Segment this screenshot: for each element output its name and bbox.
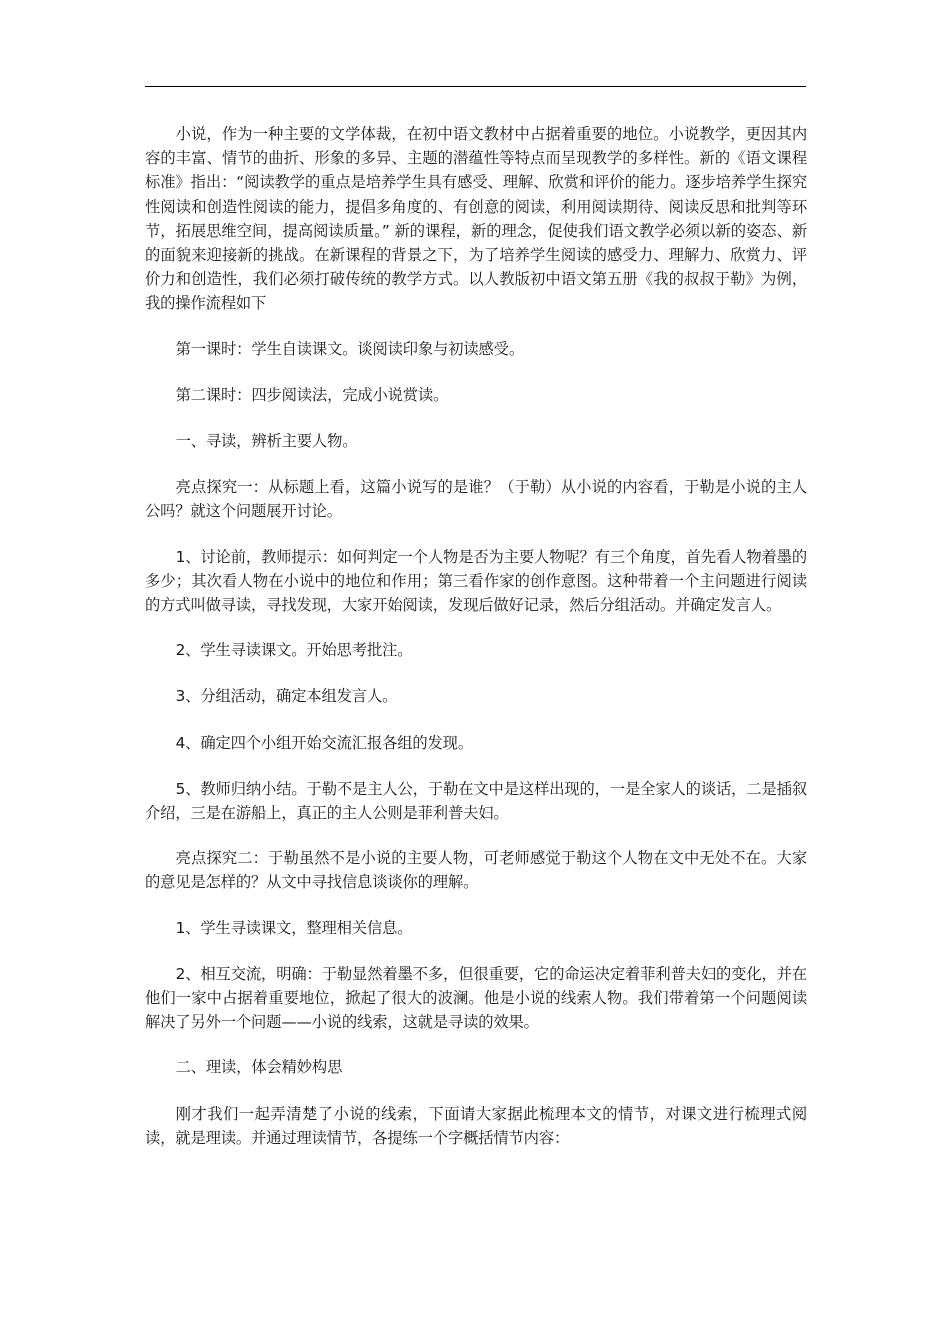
lesson-two-paragraph: 第二课时：四步阅读法，完成小说赏读。 xyxy=(175,385,449,404)
step-one-paragraph: 1、讨论前，教师提示：如何判定一个人物是否为主要人物呢？有三个角度，首先看人物着墨的多少；其次看人物在小说中的地位和作用；第三看作家的创作意图。这种带着一个主问题进行阅读的方式叫做寻读，寻找发现，大家开始阅读，发现后做好记录，然后分组活动。并确定发言人。 xyxy=(145,547,807,615)
header-rule xyxy=(145,86,806,87)
section-two-heading: 二、理读，体会精妙构思 xyxy=(175,1058,343,1077)
highlight-two-step-one: 1、学生寻读课文，整理相关信息。 xyxy=(175,918,413,937)
document-body xyxy=(145,122,807,1171)
lesson-one-paragraph: 第一课时：学生自读课文。谈阅读印象与初读感受。 xyxy=(175,339,524,358)
step-two-paragraph: 2、学生寻读课文。开始思考批注。 xyxy=(175,641,413,660)
step-three-paragraph: 3、分组活动，确定本组发言人。 xyxy=(175,687,398,706)
intro-paragraph: 小说，作为一种主要的文学体裁，在初中语文教材中占据着重要的地位。小说教学，更因其内容的丰富、情节的曲折、形象的多异、主题的潜蕴性等特点而呈现教学的多样性。新的《语文课程标准》指出：“阅读教学的重点是培养学生具有感受、理解、欣赏和评价的能力。逐步培养学生探究性阅读和创造性阅读的能力，提倡多角度的、有创意的阅读，利用阅读期待、阅读反思和批判等环节，拓展思维空间，提高阅读质量。” 新的课程，新的理念，促使我们语文教学必须以新的姿态、新的面貌来迎接新的挑战。在新课程的背景之下，为了培养学生阅读的感受力、理解力、欣赏力、评价力和创造性，我们必须打破传统的教学方式。以人教版初中语文第五册《我的叔叔于勒》为例，我的操作流程如下 xyxy=(145,125,807,313)
highlight-one-paragraph: 亮点探究一：从标题上看，这篇小说写的是谁？（于勒）从小说的内容看，于勒是小说的主人公吗？就这个问题展开讨论。 xyxy=(145,478,807,521)
section-two-paragraph: 刚才我们一起弄清楚了小说的线索，下面请大家据此梳理本文的情节，对课文进行梳理式阅读，就是理读。并通过理读情节，各提练一个字概括情节内容： xyxy=(145,1104,807,1147)
step-four-paragraph: 4、确定四个小组开始交流汇报各组的发现。 xyxy=(175,733,473,752)
step-five-paragraph: 5、教师归纳小结。于勒不是主人公，于勒在文中是这样出现的，一是全家人的谈话，二是插叙介绍，三是在游船上，真正的主人公则是菲利普夫妇。 xyxy=(145,779,807,823)
highlight-two-step-two: 2、相互交流，明确：于勒显然着墨不多，但很重要，它的命运决定着菲利普夫妇的变化，并在他们一家中占据着重要地位，掀起了很大的波澜。他是小说的线索人物。我们带着第一个问题阅读解决了另外一个问题——小说的线索，这就是寻读的效果。 xyxy=(145,964,807,1032)
section-one-heading: 一、寻读，辨析主要人物。 xyxy=(175,432,358,451)
highlight-two-paragraph: 亮点探究二：于勒虽然不是小说的主要人物，可老师感觉于勒这个人物在文中无处不在。大家的意见是怎样的？从文中寻找信息谈谈你的理解。 xyxy=(145,849,807,892)
